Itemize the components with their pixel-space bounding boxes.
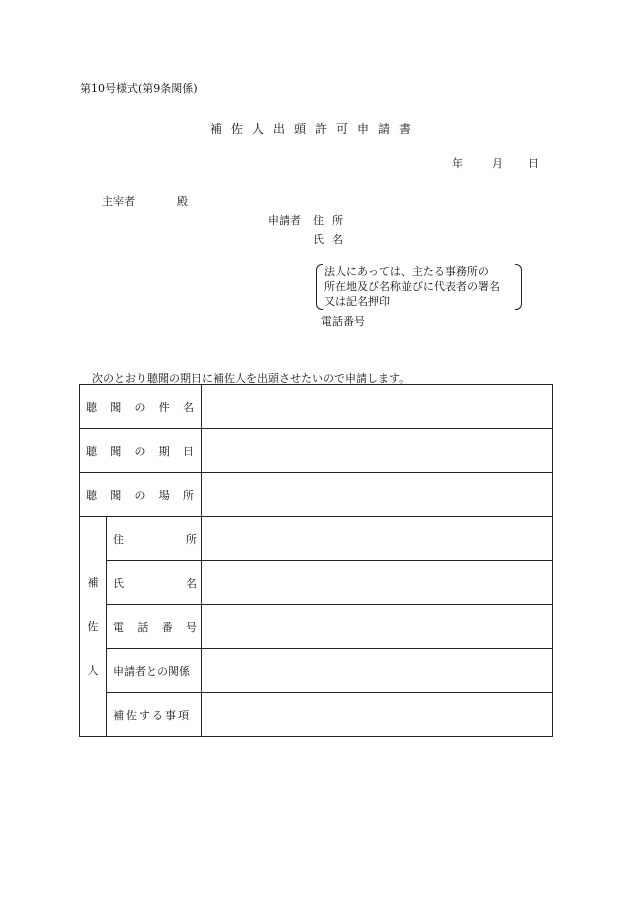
addressee-name: 主宰者 [102, 195, 135, 208]
left-bracket [316, 264, 323, 310]
assisted-matters-field[interactable] [202, 693, 553, 737]
label-char: 名 [186, 576, 197, 590]
label-char: 補 [87, 575, 99, 589]
hearing-date-field[interactable] [202, 429, 553, 473]
applicant-phone-label: 電話番号 [321, 315, 365, 328]
intro-text: 次のとおり聴聞の期日に補佐人を出頭させたいので申請します。 [92, 372, 411, 385]
row-label [80, 429, 202, 473]
label-char: の [134, 444, 146, 458]
date-row [452, 155, 539, 171]
row-label [107, 517, 202, 561]
label-char: 件 [158, 400, 170, 414]
corporation-note-line: 所在地及び名称並びに代表者の署名 [324, 280, 500, 293]
label-char: 場 [158, 488, 170, 502]
assistant-side-label [80, 517, 107, 737]
label-char: 日 [183, 444, 194, 458]
label-char: の [134, 400, 146, 414]
hearing-subject-field[interactable] [202, 385, 553, 429]
table-row [80, 429, 553, 473]
corporation-note-line: 法人にあっては、主たる事務所の [324, 265, 489, 278]
label-char: 聴 [86, 400, 97, 414]
label-char: 話 [137, 620, 149, 634]
label-char: 所 [183, 488, 194, 502]
relationship-label: 申請者との関係 [113, 664, 190, 678]
addressee [102, 193, 188, 209]
label-char: 期 [158, 444, 170, 458]
table-row [80, 605, 553, 649]
date-month-label: 月 [492, 157, 503, 170]
table-row [80, 517, 553, 561]
label-char: 聴 [86, 444, 97, 458]
assistant-name-field[interactable] [202, 561, 553, 605]
right-bracket [515, 264, 522, 310]
label-char: 佐 [87, 619, 99, 633]
hearing-place-field[interactable] [202, 473, 553, 517]
label-char: 所 [186, 532, 197, 546]
label-char: 氏 [113, 576, 124, 590]
label-char: 住 [113, 532, 124, 546]
label-char: 聞 [110, 488, 122, 502]
label-char: 聞 [110, 444, 122, 458]
row-label [107, 649, 202, 693]
row-label [80, 473, 202, 517]
assistant-relationship-field[interactable] [202, 649, 553, 693]
applicant-label: 申請者 [268, 214, 301, 227]
row-label [107, 693, 202, 737]
applicant-name-label: 氏名 [313, 233, 351, 246]
row-label [107, 605, 202, 649]
table-row [80, 561, 553, 605]
assistant-address-field[interactable] [202, 517, 553, 561]
addressee-honorific: 殿 [177, 195, 188, 208]
assistant-phone-field[interactable] [202, 605, 553, 649]
label-char: の [134, 488, 146, 502]
table-row [80, 473, 553, 517]
label-char: 名 [183, 400, 194, 414]
application-table [79, 384, 553, 737]
row-label [107, 561, 202, 605]
row-label [80, 385, 202, 429]
form-number: 第10号様式(第9条関係) [80, 82, 198, 95]
table-row [80, 385, 553, 429]
corporation-note-line: 又は記名押印 [324, 295, 390, 308]
table-row [80, 693, 553, 737]
applicant-address-label: 住所 [313, 214, 351, 227]
date-day-label: 日 [528, 157, 539, 170]
corporation-note [316, 264, 522, 309]
assisted-matters-label: 補佐する事項 [113, 708, 191, 722]
label-char: 号 [185, 620, 197, 634]
label-char: 聞 [110, 400, 122, 414]
label-char: 人 [87, 663, 99, 677]
label-char: 聴 [86, 488, 97, 502]
label-char: 番 [161, 620, 173, 634]
document-title: 補佐人出頭許可申請書 [209, 122, 420, 136]
date-year-label: 年 [452, 157, 463, 170]
label-char: 電 [113, 620, 124, 634]
table-row [80, 649, 553, 693]
